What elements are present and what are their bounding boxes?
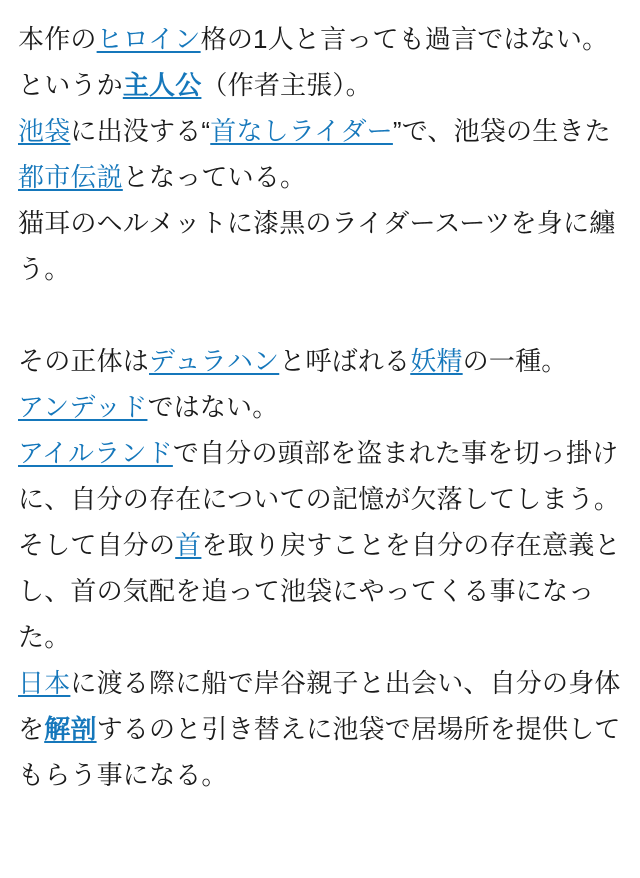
paragraph xyxy=(18,660,622,798)
article-text: で自分の頭部を盗まれた事を切っ掛けに、自分の存在についての記憶が欠落してしまう。 xyxy=(18,438,621,514)
article-text: の一種。 xyxy=(462,346,568,376)
article-link[interactable]: デュラハン xyxy=(149,346,280,376)
article-text: となっている。 xyxy=(122,162,307,192)
paragraph xyxy=(18,430,622,522)
article-link[interactable]: 首 xyxy=(175,530,202,560)
paragraph xyxy=(18,16,622,108)
article-text: そして自分の xyxy=(18,530,176,560)
article-text: に出没する“ xyxy=(70,116,211,146)
article-text: ”で、池袋の生きた xyxy=(392,116,611,146)
article-link[interactable]: 妖精 xyxy=(410,346,463,376)
article-link[interactable]: アンデッド xyxy=(18,392,148,422)
article-text: （作者主張）。 xyxy=(201,70,372,100)
article-text: に渡る際に船で岸谷親子と出会い、自分の身体を xyxy=(18,668,621,744)
paragraph xyxy=(18,108,622,200)
article-link[interactable]: アイルランド xyxy=(18,438,173,468)
article-link[interactable]: 主人公 xyxy=(122,70,202,100)
article-text: するのと引き替えに池袋で居場所を提供してもらう事になる。 xyxy=(18,714,621,790)
paragraph-spacer xyxy=(18,292,622,338)
paragraph xyxy=(18,338,622,384)
paragraph xyxy=(18,384,622,430)
article-body xyxy=(18,16,622,798)
article-text: ではない。 xyxy=(147,392,279,422)
article-link[interactable]: 日本 xyxy=(18,668,71,698)
paragraph xyxy=(18,522,622,660)
article-text: 格の1人と言っても過言ではない。というか xyxy=(18,24,609,100)
article-text: 本作の xyxy=(18,24,97,54)
article-text: を取り戻すことを自分の存在意義とし、首の気配を追って池袋にやってくる事になった。 xyxy=(18,530,621,652)
article-link[interactable]: 池袋 xyxy=(18,116,71,146)
article-link[interactable]: 解剖 xyxy=(44,714,97,744)
paragraph xyxy=(18,200,622,292)
article-link[interactable]: 都市伝説 xyxy=(18,162,123,192)
article-text: その正体は xyxy=(18,346,150,376)
article-text: 猫耳のヘルメットに漆黒のライダースーツを身に纏う。 xyxy=(18,208,616,284)
article-text: と呼ばれる xyxy=(279,346,411,376)
article-link[interactable]: 首なしライダー xyxy=(210,116,393,146)
article-link[interactable]: ヒロイン xyxy=(96,24,201,54)
